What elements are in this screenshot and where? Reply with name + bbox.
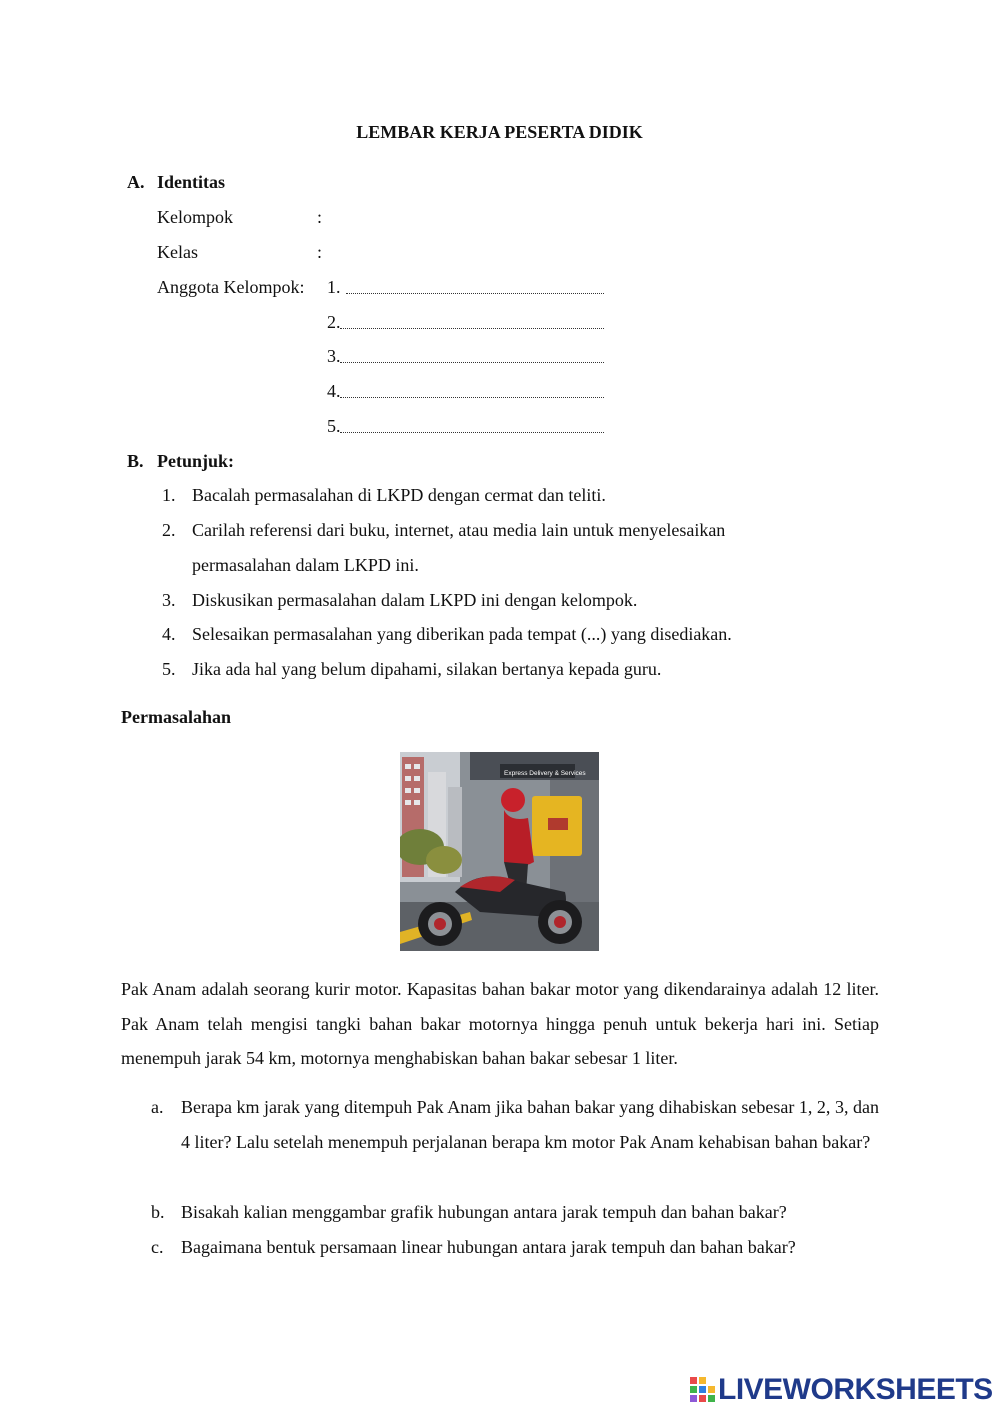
instruction-text: permasalahan dalam LKPD ini. (192, 555, 419, 575)
question-letter: b. (151, 1202, 165, 1222)
question-letter: c. (151, 1237, 164, 1257)
kelompok-label: Kelompok (157, 207, 233, 227)
liveworksheets-logo (690, 1373, 993, 1407)
instruction-text: Jika ada hal yang belum dipahami, silakan bertanya kepada guru. (192, 659, 662, 679)
instruction-number: 2. (162, 520, 176, 540)
logo-text: LIVEWORKSHEETS (718, 1373, 993, 1406)
kelas-colon: : (317, 242, 323, 262)
member-2-blank[interactable] (340, 314, 604, 329)
courier-motorcycle-image (400, 752, 599, 951)
member-number: 5. (327, 416, 341, 436)
question-b: Bisakah kalian menggambar grafik hubungan antara jarak tempuh dan bahan bakar? (181, 1202, 787, 1222)
member-3-blank[interactable] (340, 348, 604, 363)
instruction-number: 3. (162, 590, 176, 610)
section-a-heading: Identitas (157, 172, 226, 192)
instruction-text: Selesaikan permasalahan yang diberikan pada tempat (...) yang disediakan. (192, 624, 732, 644)
instruction-text: Bacalah permasalahan di LKPD dengan cermat dan teliti. (192, 485, 606, 505)
kelas-label: Kelas (157, 242, 198, 262)
logo-icon (690, 1377, 716, 1403)
problem-paragraph: Pak Anam adalah seorang kurir motor. Kapasitas bahan bakar motor yang dikendarainya adalah 12 liter. Pak Anam telah mengisi tangki bahan bakar motornya hingga penuh untuk bekerja hari ini. Setiap menempuh jarak 54 km, motornya menghabiskan bahan bakar sebesar 1 liter. (121, 979, 879, 1068)
section-a-letter: A. (127, 172, 145, 192)
member-number: 3. (327, 346, 341, 366)
member-1-blank[interactable] (346, 279, 604, 294)
question-letter: a. (151, 1097, 164, 1117)
instruction-text: Diskusikan permasalahan dalam LKPD ini dengan kelompok. (192, 590, 638, 610)
sign-text: Express Delivery & Services (504, 770, 586, 777)
member-number: 1. (327, 277, 341, 297)
section-b-heading: Petunjuk: (157, 451, 235, 471)
member-4-blank[interactable] (340, 383, 604, 398)
instruction-number: 4. (162, 624, 176, 644)
instruction-number: 5. (162, 659, 176, 679)
instruction-number: 1. (162, 485, 176, 505)
member-5-blank[interactable] (340, 418, 604, 433)
section-b-letter: B. (127, 451, 144, 471)
page-title: LEMBAR KERJA PESERTA DIDIK (356, 122, 643, 142)
anggota-label: Anggota Kelompok: (157, 277, 305, 297)
question-a: Berapa km jarak yang ditempuh Pak Anam jika bahan bakar yang dihabiskan sebesar 1, 2, 3, dan 4 liter? Lalu setelah menempuh perjalanan berapa km motor Pak Anam kehabisan bahan bakar? (181, 1097, 879, 1152)
kelompok-colon: : (317, 207, 323, 227)
question-c: Bagaimana bentuk persamaan linear hubungan antara jarak tempuh dan bahan bakar? (181, 1237, 796, 1257)
member-number: 4. (327, 381, 341, 401)
member-number: 2. (327, 312, 341, 332)
problem-heading: Permasalahan (121, 707, 231, 727)
instruction-text: Carilah referensi dari buku, internet, atau media lain untuk menyelesaikan (192, 520, 726, 540)
